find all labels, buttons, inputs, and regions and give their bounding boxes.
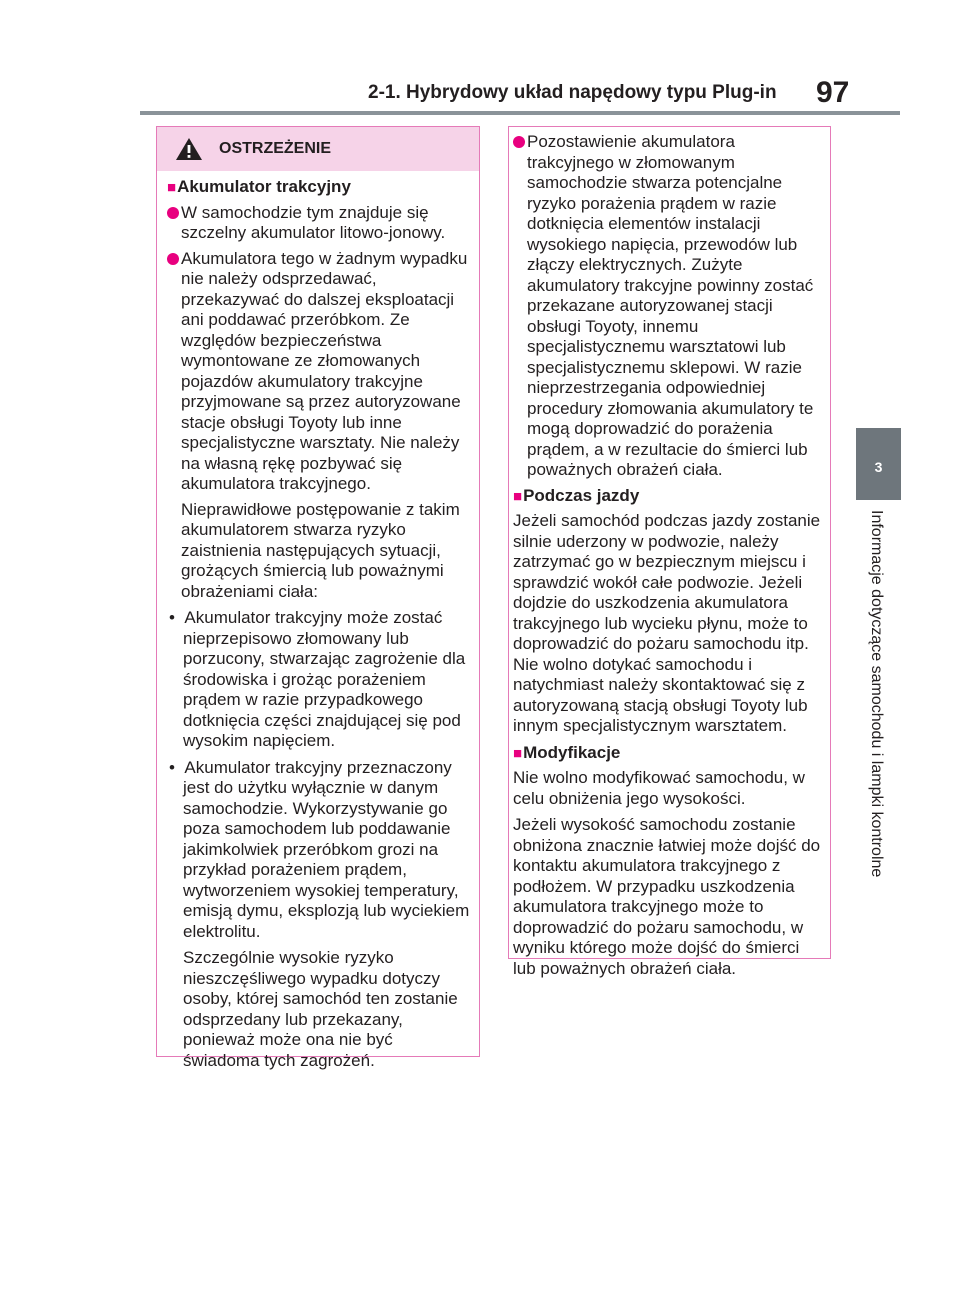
section-heading-modifications bbox=[513, 743, 824, 765]
list-item-text: Akumulator trakcyjny przeznaczony jest do użytku wyłącznie w danym samochodzie. Wykorzystywanie go poza samochodem lub poddawanie jakimkolwiek przeróbkom grozi na przykład porażeniem prądem, wytworzeniem wysokiej temperatury, emisją dymu, eksplozją lub wyciekiem elektrolitu. bbox=[183, 757, 470, 941]
section-heading-text: Akumulator trakcyjny bbox=[177, 177, 351, 196]
running-header-title: 2-1. Hybrydowy układ napędowy typu Plug-in bbox=[368, 82, 777, 103]
section-paragraph: Jeżeli samochód podczas jazdy zostanie silnie uderzony w podwozie, należy zatrzymać go w bezpiecznym miejscu i sprawdzić wokół całe podwozie. Jeżeli dojdzie do uszkodzenia akumulatora trakcyjnego lub wycieku płynu, może to doprowadzić do pożaru samochodu itp. Nie wolno dotykać samochodu i natychmiast należy skontaktować się z autoryzowaną stacją obsługi Toyoty lub innym specjalistycznym warsztatem. bbox=[513, 511, 821, 735]
bullet-dot-icon: • bbox=[169, 608, 185, 627]
warning-item-text: W samochodzie tym znajduje się szczelny akumulator litowo-jonowy. bbox=[181, 202, 446, 242]
circle-bullet-icon bbox=[167, 253, 179, 265]
section-heading-driving bbox=[513, 486, 824, 508]
warning-triangle-icon bbox=[175, 137, 203, 161]
warning-box-left bbox=[156, 126, 480, 1070]
section-heading-traction-battery bbox=[167, 177, 473, 199]
list-item bbox=[167, 758, 473, 943]
warning-title: OSTRZEŻENIE bbox=[219, 140, 332, 157]
page-number: 97 bbox=[816, 76, 850, 109]
header-divider bbox=[140, 111, 900, 115]
chapter-tab bbox=[856, 428, 901, 500]
list-item-continuation: Szczególnie wysokie ryzyko nieszczęśliwego wypadku dotyczy osoby, której samochód ten zostanie odsprzedany lub przekazany, ponieważ może ona nie być świadoma tych zagrożeń. bbox=[183, 948, 458, 1070]
chapter-side-label: Informacje dotyczące samochodu i lampki kontrolne bbox=[868, 510, 885, 878]
section-heading-text: Podczas jazdy bbox=[523, 485, 640, 505]
circle-bullet-icon bbox=[167, 207, 179, 219]
list-item bbox=[167, 608, 473, 752]
square-bullet-icon: ■ bbox=[513, 744, 523, 762]
chapter-number: 3 bbox=[874, 459, 883, 475]
warning-item bbox=[167, 249, 473, 495]
warning-item-text: Pozostawienie akumulatora trakcyjnego w złomowanym samochodzie stwarza potencjalne ryzyko porażenia prądem w razie dotknięcia elementów instalacji wysokiego napięcia, przewodów lub złączy elektrycznych. Zużyte akumulatory trakcyjne powinny zostać przekazane autoryzowanej stacji obsługi Toyoty, innemu specjalistycznemu warsztatowi lub specjalistycznemu sklepowi. W razie nieprzestrzegania odpowiedniej procedury złomowania akumulatory te mogą doprowadzić do porażenia prądem, a w rezultacie do śmierci lub poważnych obrażeń ciała. bbox=[527, 132, 814, 479]
section-paragraph: Jeżeli wysokość samochodu zostanie obniżona znacznie łatwiej może dojść do kontaktu akumulatora trakcyjnego z podłożem. W przypadku uszkodzenia akumulatora trakcyjnego może to doprowadzić do pożaru samochodu, w wyniku którego może dojść do śmierci lub poważnych obrażeń ciała. bbox=[513, 815, 821, 978]
warning-header bbox=[157, 127, 479, 171]
section-paragraph: Nie wolno modyfikować samochodu, w celu obniżenia jego wysokości. bbox=[513, 768, 805, 808]
list-item-text: Akumulator trakcyjny może zostać nieprzepisowo złomowany lub porzucony, stwarzając zagrożenie dla środowiska i grożąc porażeniem prądem w razie przypadkowego dotknięcia części znajdującej się pod wysokim napięciem. bbox=[183, 608, 466, 750]
circle-bullet-icon bbox=[513, 136, 525, 148]
warning-item bbox=[167, 203, 473, 244]
warning-right-content bbox=[509, 127, 830, 979]
warning-item-continuation: Nieprawidłowe postępowanie z takim akumulatorem stwarza ryzyko zaistnienia następujących sytuacji, grożących śmiercią lub poważnymi obrażeniami ciała: bbox=[181, 499, 460, 601]
warning-item bbox=[513, 132, 824, 481]
warning-left-content bbox=[157, 171, 479, 1071]
warning-box-right bbox=[508, 126, 831, 978]
bullet-dot-icon: • bbox=[169, 757, 185, 777]
square-bullet-icon: ■ bbox=[513, 487, 523, 505]
section-heading-text: Modyfikacje bbox=[523, 742, 621, 762]
square-bullet-icon: ■ bbox=[167, 179, 177, 196]
warning-item-text: Akumulatora tego w żadnym wypadku nie należy odsprzedawać, przekazywać do dalszej eksploatacji ani poddawać przeróbkom. Ze względów bezpieczeństwa wymontowane ze złomowanych pojazdów akumulatory trakcyjne przyjmowane są przez autoryzowane stacje obsługi Toyoty lub inne specjalistyczne warsztaty. Nie należy na własną rękę pozbywać się akumulatora trakcyjnego. bbox=[181, 248, 468, 493]
